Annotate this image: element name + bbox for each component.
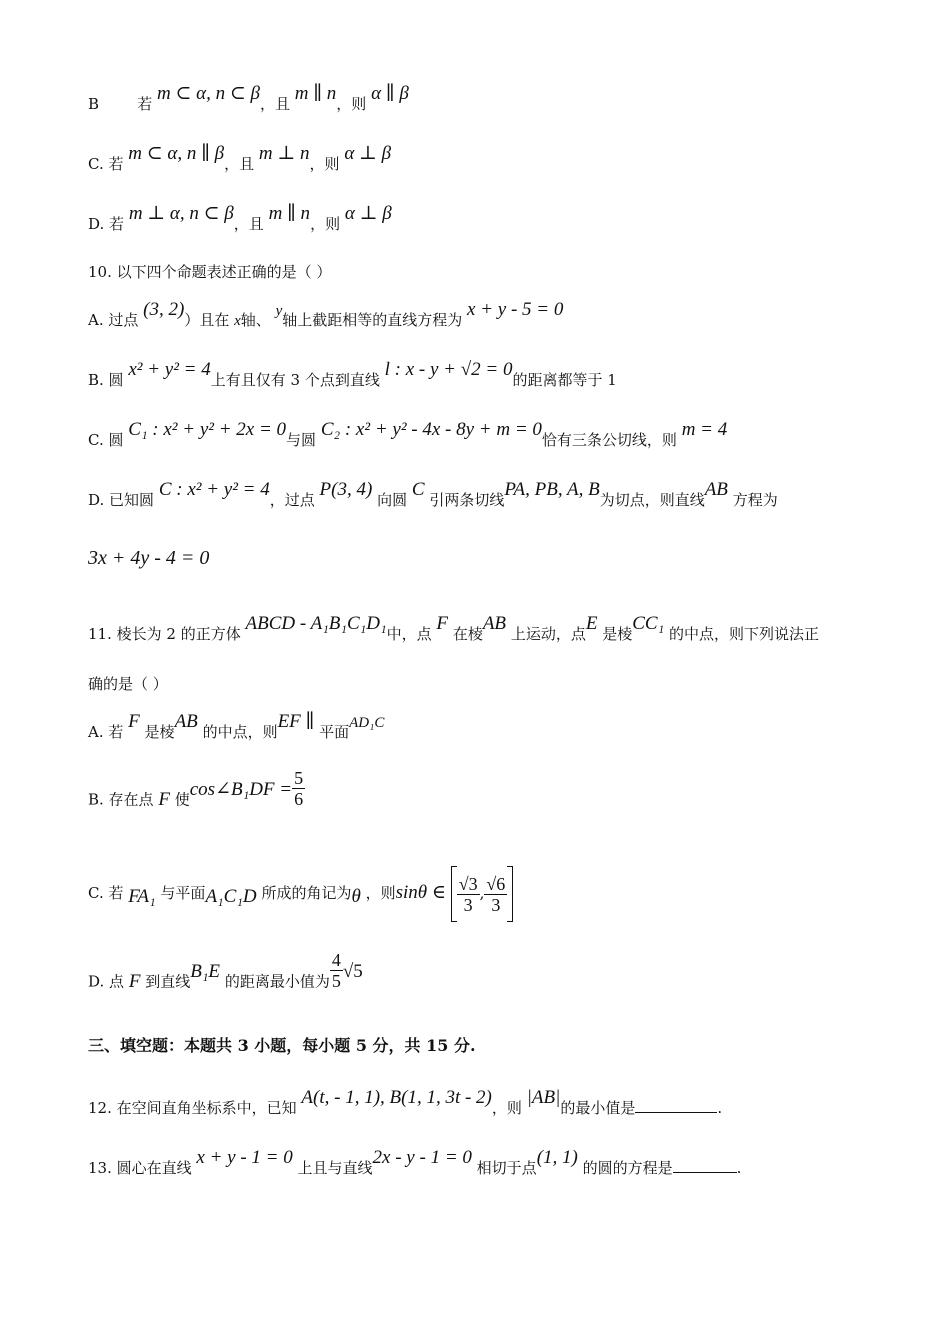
q10-option-d-equation: 3x + 4y - 4 = 0	[88, 547, 210, 569]
math: x² + y² = 4	[128, 359, 211, 380]
math: A₁C₁D	[205, 886, 257, 907]
q11-stem: 11. 棱长为 2 的正方体 ABCD - A₁B₁C₁D₁中，点 F 在棱AB 上运动，点E 是棱CC₁ 的中点，则下列说法正	[88, 613, 819, 643]
math: CC₁	[632, 613, 665, 634]
math: sinθ ∈	[395, 882, 446, 903]
math: FA₁	[128, 886, 156, 907]
math: F	[436, 613, 449, 634]
math: A(t, - 1, 1), B(1, 1, 3t - 2)	[301, 1087, 492, 1108]
math: E	[585, 613, 598, 634]
fraction: $\frac{√6}{3}$	[486, 873, 506, 915]
math: α ⊥ β	[344, 203, 392, 224]
math: B₁E	[190, 960, 221, 982]
math: C	[411, 479, 425, 500]
math: PA, PB, A, B	[504, 479, 600, 500]
math: m = 4	[681, 419, 728, 440]
math: F	[128, 970, 141, 992]
math: (3, 2)	[143, 299, 185, 320]
math: α ∥ β	[371, 83, 409, 104]
q10-option-a: A. 过点 (3, 2)）且在 x轴、 y轴上截距相等的直线方程为 x + y - 5 = 0	[88, 299, 564, 329]
math: AB	[482, 613, 507, 634]
math: C₂ : x² + y² - 4x - 8y + m = 0	[320, 419, 542, 440]
q11-option-d: D. 点 F 到直线B₁E 的距离最小值为 $\frac{4}{5}$ √5	[88, 950, 363, 992]
q11-option-a: A. 若 F 是棱AB 的中点，则EF ∥ 平面AD₁C	[88, 711, 385, 741]
math: m ⊥ n	[258, 143, 310, 164]
q13: 13. 圆心在直线 x + y - 1 = 0 上且与直线2x - y - 1 = 0 相切于点(1, 1) 的圆的方程是 .	[88, 1147, 742, 1177]
math: (1, 1)	[536, 1147, 578, 1168]
math: m ⊂ α, n ⊂ β	[156, 83, 260, 104]
fraction: $\frac{√3}{3}$	[458, 873, 478, 915]
math: m ⊥ α, n ⊂ β	[128, 203, 234, 224]
q10-option-b: B. 圆 x² + y² = 4上有且仅有 3 个点到直线 l : x - y + √2 = 0的距离都等于 1	[88, 359, 617, 389]
section-heading: 三、填空题：本题共 3 小题，每小题 5 分，共 15 分.	[88, 1036, 476, 1055]
q11-stem-line2: 确的是（ ）	[88, 675, 168, 693]
q9-option-b: B 若 m ⊂ α, n ⊂ β，且 m ∥ n，则 α ∥ β	[88, 83, 409, 113]
q9-option-d: D. 若 m ⊥ α, n ⊂ β，且 m ∥ n，则 α ⊥ β	[88, 203, 392, 233]
math: x + y - 1 = 0	[196, 1147, 293, 1168]
q12: 12. 在空间直角坐标系中，已知 A(t, - 1, 1), B(1, 1, 3t - 2)，则 |AB|的最小值是 .	[88, 1087, 723, 1117]
right-bracket	[507, 866, 513, 922]
q11-option-b: B. 存在点 F 使cos∠B₁DF = $\frac{5}{6}$	[88, 768, 304, 810]
answer-blank[interactable]	[673, 1158, 737, 1173]
math: √5	[342, 960, 363, 982]
math: m ∥ n	[294, 83, 337, 104]
fraction: $\frac{5}{6}$	[294, 768, 304, 809]
answer-blank[interactable]	[635, 1098, 717, 1113]
math: C₁ : x² + y² + 2x = 0	[128, 419, 287, 440]
q10-stem: 10. 以下四个命题表述正确的是（ ）	[88, 263, 332, 281]
fraction: $\frac{4}{5}$	[331, 950, 341, 991]
math: AB	[704, 479, 728, 500]
q10-option-c: C. 圆 C₁ : x² + y² + 2x = 0与圆 C₂ : x² + y² - 4x - 8y + m = 0恰有三条公切线，则 m = 4	[88, 419, 728, 449]
math: α ⊥ β	[344, 143, 392, 164]
math: 2x - y - 1 = 0	[372, 1147, 472, 1168]
math: P(3, 4)	[319, 479, 373, 500]
math: F	[128, 711, 140, 732]
math: AD₁C	[349, 715, 385, 731]
math: C : x² + y² = 4	[158, 479, 270, 500]
math: F	[158, 788, 170, 810]
math: cos∠B₁DF =	[189, 778, 293, 800]
q10-option-d: D. 已知圆 C : x² + y² = 4，过点 P(3, 4) 向圆 C 引两条切线PA, PB, A, B为切点，则直线AB 方程为	[88, 479, 778, 509]
math: l : x - y + √2 = 0	[384, 359, 513, 380]
math: m ∥ n	[268, 203, 311, 224]
math: m ⊂ α, n ∥ β	[128, 143, 225, 164]
math: ABCD - A₁B₁C₁D₁	[245, 613, 387, 634]
q11-option-c: C. 若 FA₁ 与平面A₁C₁D 所成的角记为θ ，则sinθ ∈ $\frac{√3}{3}$ , $\frac{√6}{3}$	[88, 866, 513, 922]
q9-option-c: C. 若 m ⊂ α, n ∥ β，且 m ⊥ n，则 α ⊥ β	[88, 143, 392, 173]
math: AB	[174, 711, 198, 732]
math: x + y - 5 = 0	[467, 299, 564, 320]
math: |AB|	[526, 1087, 561, 1108]
math: EF ∥	[277, 711, 315, 732]
math: θ	[351, 886, 361, 907]
